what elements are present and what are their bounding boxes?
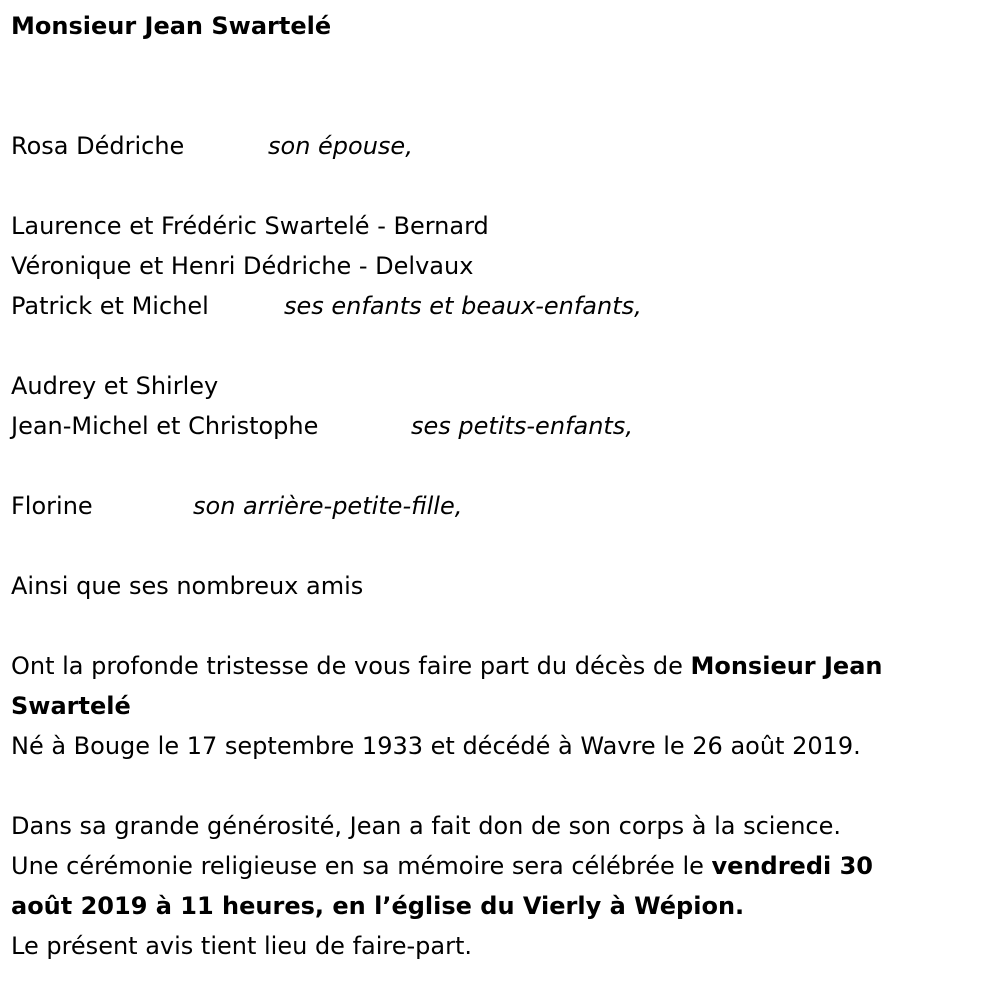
- grandchild-line-2: Jean-Michel et Christophe: [11, 412, 319, 440]
- children-role: ses enfants et beaux-enfants,: [284, 292, 642, 320]
- ceremony-date-part2: août 2019 à 11 heures, en l’église du Vierly à Wépion.: [11, 892, 745, 920]
- birth-death-line: Né à Bouge le 17 septembre 1933 et décédé à Wavre le 26 août 2019.: [11, 732, 861, 760]
- page-title: Monsieur Jean Swartelé: [11, 12, 332, 40]
- announcement-line-1: [11, 646, 882, 686]
- spouse-role: son épouse,: [268, 132, 413, 160]
- great-grandchild-name: Florine: [11, 492, 93, 520]
- child-line-2: Véronique et Henri Dédriche - Delvaux: [11, 252, 474, 280]
- ceremony-date-part1: vendredi 30: [711, 852, 873, 880]
- spouse-name: Rosa Dédriche: [11, 132, 185, 160]
- deceased-name-part2: Swartelé: [11, 692, 131, 720]
- great-grandchild-role: son arrière-petite-fille,: [193, 492, 463, 520]
- announcement-intro: Ont la profonde tristesse de vous faire part du décès de: [11, 652, 691, 680]
- child-line-3: Patrick et Michel: [11, 292, 209, 320]
- child-line-1: Laurence et Frédéric Swartelé - Bernard: [11, 212, 489, 240]
- spouse-row: [11, 126, 184, 166]
- ceremony-intro: Une cérémonie religieuse en sa mémoire sera célébrée le: [11, 852, 712, 880]
- grandchild-line-1: Audrey et Shirley: [11, 372, 219, 400]
- ceremony-line-1: Dans sa grande générosité, Jean a fait don de son corps à la science.: [11, 812, 842, 840]
- grandchildren-role: ses petits-enfants,: [411, 412, 633, 440]
- notice-closing: Le présent avis tient lieu de faire-part.: [11, 932, 473, 960]
- deceased-name-part1: Monsieur Jean: [690, 652, 883, 680]
- friends-line: Ainsi que ses nombreux amis: [11, 572, 364, 600]
- ceremony-line-2: [11, 846, 873, 886]
